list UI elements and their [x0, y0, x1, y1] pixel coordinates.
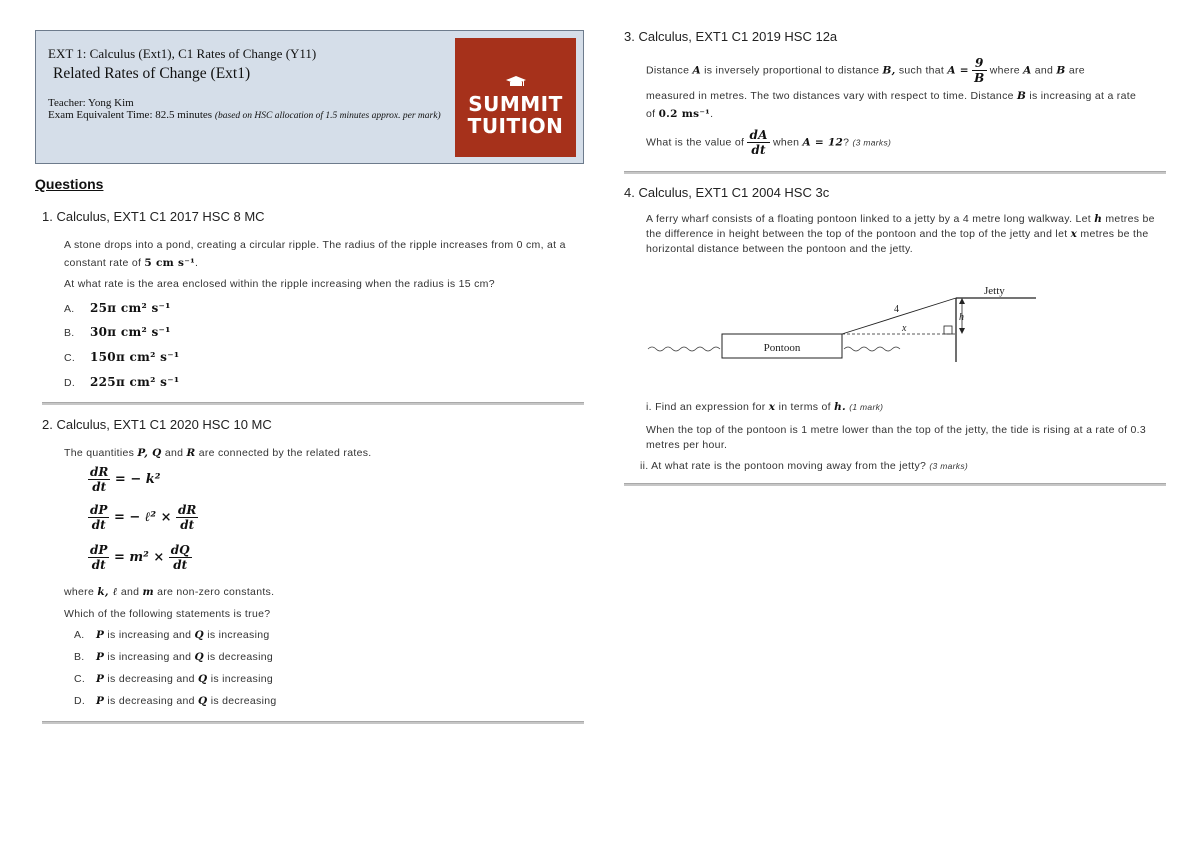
questions-heading: Questions [35, 176, 104, 192]
q4-part-i-marks: (1 mark) [849, 402, 884, 412]
divider [42, 721, 584, 724]
q1-option-a[interactable]: A. 25π cm² s⁻¹ [64, 301, 171, 315]
pontoon-label: Pontoon [763, 342, 801, 354]
question-2-title: 2. Calculus, EXT1 C1 2020 HSC 10 MC [42, 417, 272, 432]
question-3-text-cont: measured in metres. The two distances vary with respect to time. Distance B is increasing at a rate of 0.2 ms⁻¹. [646, 90, 1137, 120]
header-title: Related Rates of Change (Ext1) [53, 65, 251, 82]
question-4-text: A ferry wharf consists of a floating pontoon linked to a jetty by a 4 metre long walkway. Let h metres be the difference in height between the top of the pontoon and the top of the jetty and let x metres be the horizontal distance between the pontoon and the jetty. [646, 213, 1155, 255]
question-2-intro: The quantities P, Q and R are connected by the related rates. [64, 447, 372, 459]
exam-time-note: (based on HSC allocation of 1.5 minutes approx. per mark) [214, 111, 441, 121]
question-4-title: 4. Calculus, EXT1 C1 2004 HSC 3c [624, 185, 830, 200]
q2-option-b[interactable]: B. P is increasing and Q is decreasing [74, 651, 273, 663]
divider [624, 171, 1166, 174]
header-exam-time: Exam Equivalent Time: 82.5 minutes (based on HSC allocation of 1.5 minutes approx. per mark) [48, 109, 441, 121]
h-label: h [959, 312, 964, 323]
equation-3: $\frac{dP}{dt}$ = m² × $\frac{dQ}{dt}$ [90, 543, 190, 572]
q4-part-ii-marks: (3 marks) [929, 461, 968, 471]
q2-option-c[interactable]: C. P is decreasing and Q is increasing [74, 673, 273, 685]
question-4-part-ii: ii. At what rate is the pontoon moving away from the jetty? (3 marks) [640, 460, 968, 472]
q2-option-d[interactable]: D. P is decreasing and Q is decreasing [74, 695, 277, 707]
q1-option-d[interactable]: D. 225π cm² s⁻¹ [64, 375, 180, 389]
graduation-cap-icon [506, 76, 526, 88]
question-4-stem: When the top of the pontoon is 1 metre lower than the top of the jetty, the tide is rising at a rate of 0.3 metres per hour. [646, 424, 1147, 451]
jetty-label: Jetty [984, 285, 1005, 297]
question-3-title: 3. Calculus, EXT1 C1 2019 HSC 12a [624, 29, 838, 44]
divider [42, 402, 584, 405]
x-label: x [902, 323, 907, 334]
header-teacher: Teacher: Yong Kim [48, 97, 134, 109]
logo-word-summit: SUMMIT [468, 92, 563, 116]
question-2-where: where k, ℓ and m are non-zero constants. [64, 586, 275, 598]
q3-marks: (3 marks) [852, 137, 892, 148]
q1-option-b[interactable]: B. 30π cm² s⁻¹ [64, 325, 171, 339]
question-2-ask: Which of the following statements is true? [64, 608, 271, 620]
question-1-rate: 5 cm s⁻¹ [144, 257, 195, 269]
question-4-part-i: i. Find an expression for x in terms of h. (1 mark) [646, 401, 884, 413]
equation-1: $\frac{dR}{dt}$ = − k² [90, 465, 161, 494]
water-wave-right [844, 347, 900, 351]
walkway [842, 298, 956, 334]
summit-tuition-logo [455, 38, 576, 157]
logo-word-tuition: TUITION [467, 114, 564, 138]
question-3-text: Distance A is inversely proportional to distance B, such that A = $\frac{9}{B}$ where A and B are [646, 56, 1085, 85]
right-angle-marker [944, 326, 952, 334]
water-wave-left [648, 347, 720, 351]
q2-option-a[interactable]: A. P is increasing and Q is increasing [74, 629, 270, 641]
divider [624, 483, 1166, 486]
q1-option-c[interactable]: C. 150π cm² s⁻¹ [64, 350, 180, 364]
question-3-ask: What is the value of $\frac{dA}{dt}$ when A = 12? (3 marks) [646, 128, 892, 157]
header-topic: EXT 1: Calculus (Ext1), C1 Rates of Change (Y11) [48, 46, 317, 61]
equation-2: $\frac{dP}{dt}$ = − ℓ² × $\frac{dR}{dt}$ [90, 503, 197, 532]
ferry-wharf-diagram [646, 282, 1046, 362]
question-1-ask: At what rate is the area enclosed within the ripple increasing when the radius is 15 cm? [64, 278, 495, 290]
walkway-length-label: 4 [894, 304, 899, 315]
question-1-text: A stone drops into a pond, creating a circular ripple. The radius of the ripple increases from 0 cm, at a constant rate of 5 cm s⁻¹. [64, 239, 566, 269]
worksheet-header [35, 30, 584, 164]
question-1-title: 1. Calculus, EXT1 C1 2017 HSC 8 MC [42, 209, 265, 224]
